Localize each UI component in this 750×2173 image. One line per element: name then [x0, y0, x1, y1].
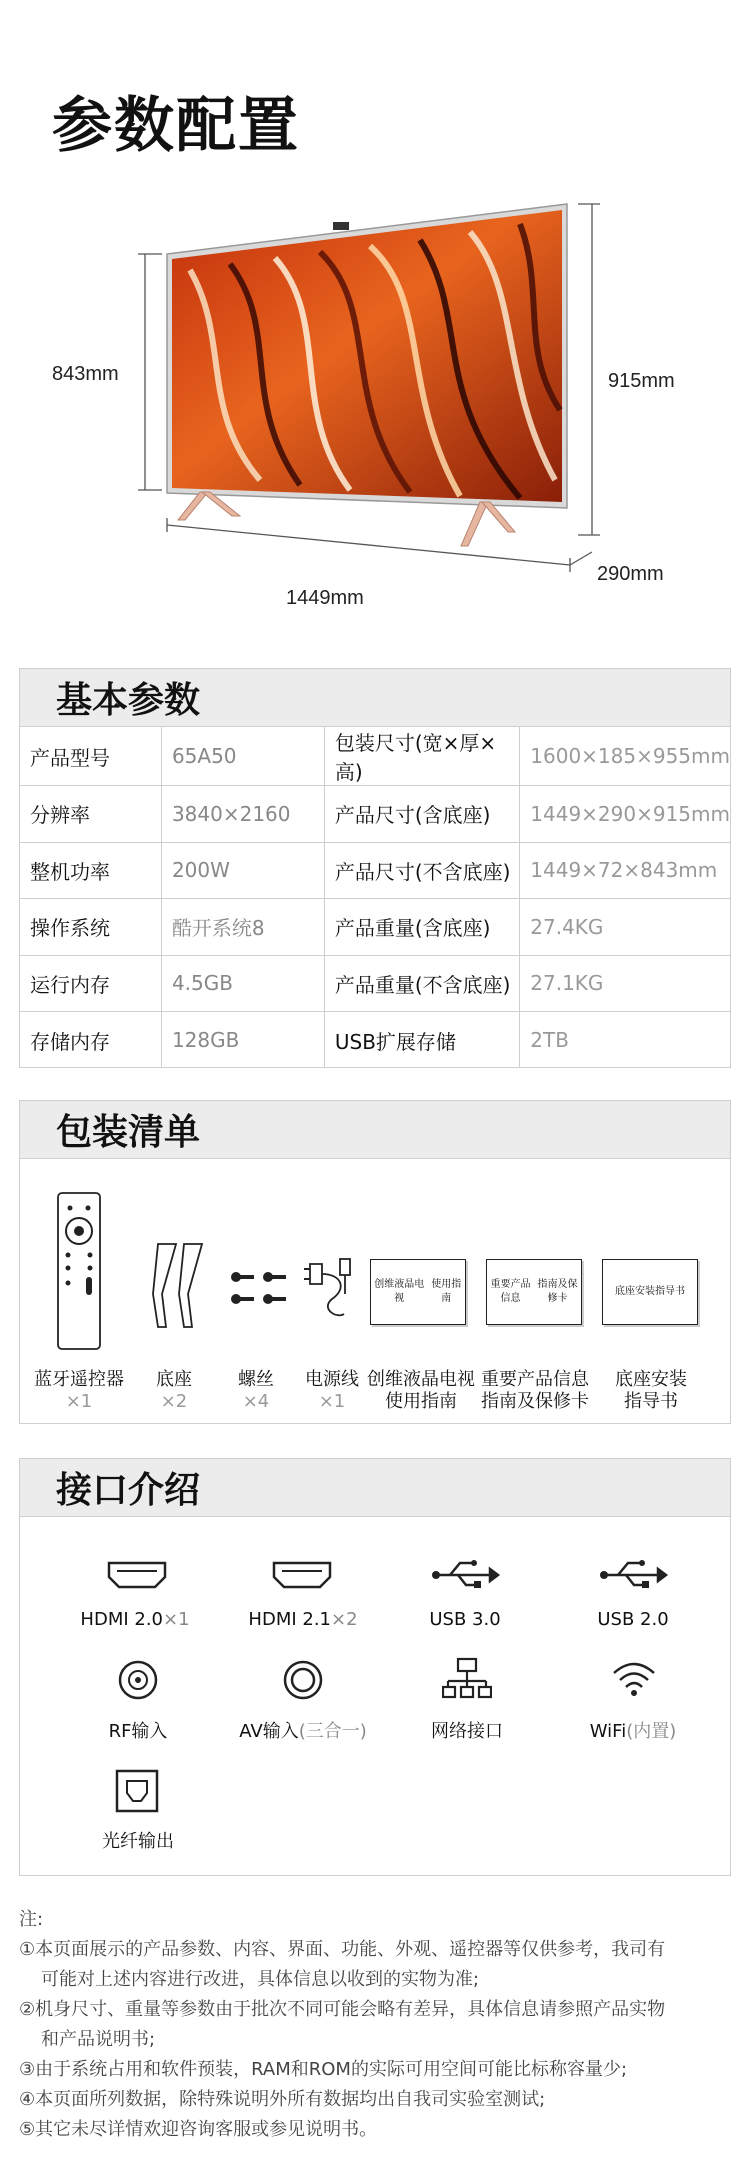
spec-key: 存储内存: [20, 1012, 161, 1069]
port-label: AV输入: [239, 1721, 299, 1742]
pk-item-remote: [20, 1369, 138, 1413]
port-optical: [68, 1827, 208, 1853]
ports-section: [19, 1458, 731, 1876]
port-label: USB 2.0: [597, 1609, 669, 1630]
pk-label: 螺丝: [238, 1369, 274, 1390]
spec-key: 包装尺寸(宽×厚×高): [324, 727, 519, 786]
pk-label: 重要产品信息: [481, 1369, 589, 1390]
spec-key: 产品尺寸(含底座): [324, 786, 519, 843]
pk-label: 电源线: [305, 1369, 359, 1390]
note-line: ②机身尺寸、重量等参数由于批次不同可能会略有差异，具体信息请参照产品实物: [19, 1999, 666, 2020]
warranty-cover: [486, 1259, 582, 1325]
optical-icon: [115, 1769, 159, 1813]
spec-value: 3840×2160: [161, 786, 324, 843]
pk-label-2: 指南及保修卡: [481, 1391, 589, 1412]
pk-count: ×1: [318, 1391, 346, 1412]
user-guide-cover: [370, 1259, 466, 1325]
usb-icon: [430, 1557, 500, 1593]
pk-item-screw: [220, 1369, 292, 1413]
pk-count: ×2: [160, 1391, 188, 1412]
port-label: RF输入: [108, 1721, 168, 1742]
booklet-title: 底座安装指导书: [615, 1286, 685, 1297]
pk-item-stand: [138, 1369, 210, 1413]
note-line: ⑤其它未尽详情欢迎咨询客服或参见说明书。: [19, 2119, 378, 2140]
port-label: USB 3.0: [429, 1609, 501, 1630]
port-wifi: [568, 1717, 698, 1743]
notes-title: 注:: [19, 1909, 44, 1930]
pk-label: 底座安装: [615, 1369, 687, 1390]
network-icon: [442, 1657, 492, 1703]
spec-row: [20, 1012, 730, 1069]
spec-key: 分辨率: [20, 786, 161, 843]
booklet-title: 重要产品信息: [490, 1279, 531, 1304]
port-label: 网络接口: [431, 1721, 503, 1742]
spec-value: 酷开系统8: [161, 899, 324, 956]
port-suffix: ×2: [331, 1609, 358, 1630]
pk-item-user-guide: [366, 1369, 476, 1413]
stand-icon: [148, 1239, 208, 1334]
pk-label: 创维液晶电视: [367, 1369, 475, 1390]
width-label: 1449mm: [286, 587, 364, 609]
spec-key: 操作系统: [20, 899, 161, 956]
note-line: 可能对上述内容进行改进，具体信息以收到的实物为准;: [41, 1969, 480, 1990]
port-label: WiFi: [589, 1721, 627, 1742]
wifi-icon: [610, 1659, 658, 1699]
pk-label-2: 使用指南: [385, 1391, 457, 1412]
spec-row: [20, 899, 730, 956]
note-line: ④本页面所列数据，除特殊说明外所有数据均出自我司实验室测试;: [19, 2089, 546, 2110]
spec-key: 产品重量(含底座): [324, 899, 519, 956]
remote-icon: [56, 1191, 102, 1351]
pk-count: ×4: [242, 1391, 270, 1412]
note-line: 和产品说明书;: [41, 2029, 156, 2050]
spec-value: 128GB: [161, 1012, 324, 1069]
spec-key: 产品重量(不含底座): [324, 955, 519, 1012]
usb-icon: [598, 1557, 668, 1593]
height-label: 843mm: [52, 363, 119, 385]
spec-key: 运行内存: [20, 955, 161, 1012]
av-icon: [282, 1659, 324, 1701]
spec-value: 2TB: [520, 1012, 730, 1069]
packing-section: [19, 1100, 731, 1424]
spec-value: 200W: [161, 842, 324, 899]
hdmi-icon: [105, 1559, 169, 1591]
port-label: HDMI 2.1: [248, 1609, 332, 1630]
spec-table: [20, 727, 730, 1068]
spec-value: 1449×72×843mm: [520, 842, 730, 899]
page-title: 参数配置: [52, 91, 300, 161]
spec-key: USB扩展存储: [324, 1012, 519, 1069]
pk-label: 底座: [156, 1369, 192, 1390]
port-hdmi-20: [50, 1609, 220, 1630]
port-suffix: (三合一): [298, 1721, 367, 1742]
spec-value: 27.4KG: [520, 899, 730, 956]
spec-value: 65A50: [161, 727, 324, 786]
power-cord-icon: [302, 1254, 362, 1334]
section-header: 基本参数: [20, 669, 730, 727]
footnotes: [19, 1905, 731, 2145]
port-hdmi-21: [218, 1609, 388, 1630]
tv-dimension-figure: [0, 180, 750, 620]
port-network: [402, 1717, 532, 1743]
pk-count: ×1: [65, 1391, 93, 1412]
port-label: 光纤输出: [102, 1831, 174, 1852]
spec-key: 产品尺寸(不含底座): [324, 842, 519, 899]
pk-item-stand-guide: [596, 1369, 706, 1413]
section-header: 接口介绍: [20, 1459, 730, 1517]
port-suffix: (内置): [626, 1721, 677, 1742]
note-line: ③由于系统占用和软件预装，RAM和ROM的实际可用空间可能比标称容量少;: [19, 2059, 628, 2080]
pk-item-warranty: [480, 1369, 590, 1413]
booklet-title: 创维液晶电视: [374, 1279, 425, 1304]
port-usb-20: [568, 1609, 698, 1630]
spec-row: [20, 842, 730, 899]
spec-key: 产品型号: [20, 727, 161, 786]
spec-value: 1600×185×955mm: [530, 744, 730, 768]
spec-row: [20, 786, 730, 843]
pk-label: 蓝牙遥控器: [34, 1369, 124, 1390]
port-av: [228, 1717, 378, 1743]
rf-icon: [117, 1659, 159, 1701]
hdmi-icon: [270, 1559, 334, 1591]
spec-value: 1449×290×915mm: [520, 786, 730, 843]
port-suffix: ×1: [163, 1609, 190, 1630]
port-usb-30: [400, 1609, 530, 1630]
spec-value: 27.1KG: [520, 955, 730, 1012]
section-header: 包装清单: [20, 1101, 730, 1159]
stand-guide-cover: [602, 1259, 698, 1325]
port-rf: [68, 1717, 208, 1743]
port-label: HDMI 2.0: [80, 1609, 164, 1630]
screw-icon: [230, 1269, 292, 1309]
booklet-title-2: 使用指南: [431, 1279, 462, 1304]
tv-illustration: [0, 180, 750, 620]
spec-key: 整机功率: [20, 842, 161, 899]
total-height-label: 915mm: [608, 370, 675, 392]
booklet-title-2: 指南及保修卡: [537, 1279, 578, 1304]
pk-item-power-cord: [296, 1369, 368, 1413]
basic-params-section: [19, 668, 731, 1068]
pk-label-2: 指导书: [624, 1391, 678, 1412]
depth-label: 290mm: [597, 563, 664, 585]
spec-row: [20, 727, 730, 786]
spec-value: 4.5GB: [161, 955, 324, 1012]
spec-row: [20, 955, 730, 1012]
note-line: ①本页面展示的产品参数、内容、界面、功能、外观、遥控器等仅供参考，我司有: [19, 1939, 666, 1960]
